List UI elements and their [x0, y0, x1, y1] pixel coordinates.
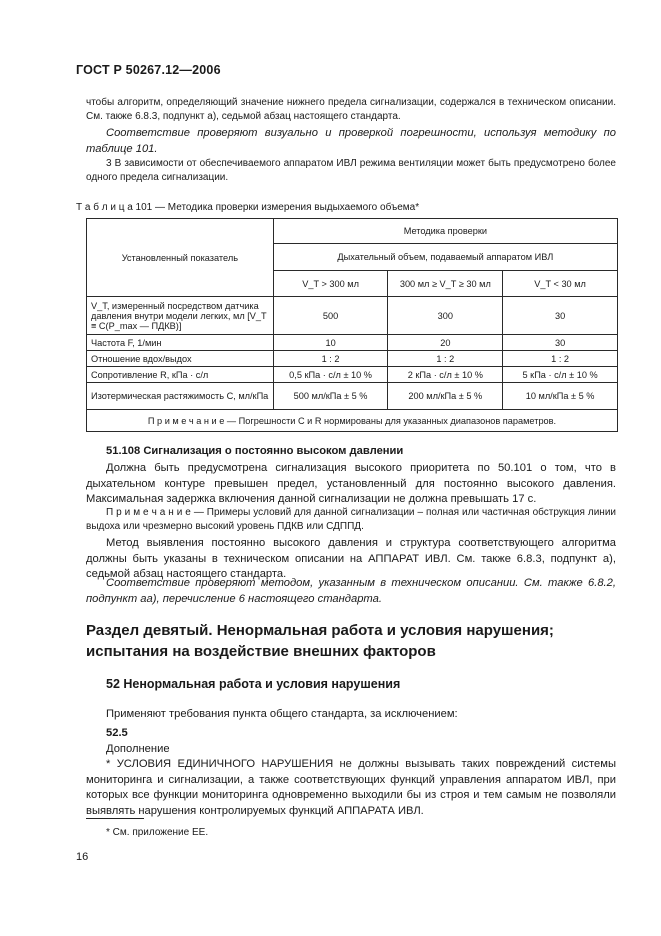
subsection-52-5: 52.5 — [106, 727, 128, 739]
row-label: Отношение вдох/выдох — [87, 351, 274, 367]
section-51-108-note: П р и м е ч а н и е — Примеры условий для данной сигнализации – полная или частичная обструкция линии выдоха или чрезмерно высокий уровень ПДКВ или СДППД. — [86, 507, 616, 532]
footnote-separator — [86, 818, 144, 819]
page-number: 16 — [76, 851, 89, 863]
row-value: 0,5 кПа · с/л ± 10 % — [273, 367, 388, 383]
row-value: 1 : 2 — [273, 351, 388, 367]
table-101 — [86, 218, 618, 432]
row-value: 500 мл/кПа ± 5 % — [273, 383, 388, 410]
addition-label: Дополнение — [106, 743, 170, 755]
header-volume: Дыхательный объем, подаваемый аппаратом ИВЛ — [273, 244, 617, 271]
section-52-5-paragraph: * УСЛОВИЯ ЕДИНИЧНОГО НАРУШЕНИЯ не должны вызывать таких повреждений системы мониторинга и сигнализации, а также соответствующих функций управления аппаратом ИВЛ, при которых все функции мониторинга одновременно выходили бы из строя и тем самым не позволяли выявлять нарушения контролируемых функций АППАРАТА ИВЛ. — [86, 758, 616, 817]
header-sub-3: V_T < 30 мл — [503, 271, 618, 297]
row-value: 30 — [503, 335, 618, 351]
table-row — [87, 383, 618, 410]
section-51-108-title: 51.108 Сигнализация о постоянно высоком давлении — [106, 445, 404, 457]
row-value: 500 — [273, 297, 388, 335]
row-value: 30 — [503, 297, 618, 335]
table-row — [87, 297, 618, 335]
paragraph-conformity: Соответствие проверяют визуально и проверкой погрешности, используя методику по таблице 101. — [86, 127, 616, 155]
row-label: Сопротивление R, кПа · с/л — [87, 367, 274, 383]
section-51-108-paragraph-3: Соответствие проверяют методом, указанным в техническом описании. См. также 6.8.2, подпункт аа), перечисление 6 настоящего стандарта. — [86, 577, 616, 605]
document-header: ГОСТ Р 50267.12—2006 — [76, 63, 221, 77]
row-value: 200 мл/кПа ± 5 % — [388, 383, 503, 410]
paragraph-continuation: чтобы алгоритм, определяющий значение нижнего предела сигнализации, содержался в техническом описании. См. также 6.8.3, подпункт а), седьмой абзац настоящего стандарта. — [86, 97, 616, 122]
section-52-paragraph: Применяют требования пункта общего стандарта, за исключением: — [106, 708, 458, 720]
row-value: 300 — [388, 297, 503, 335]
row-label: Изотермическая растяжимость C, мл/кПа — [87, 383, 274, 410]
row-value: 2 кПа · с/л ± 10 % — [388, 367, 503, 383]
footnote: * См. приложение ЕЕ. — [106, 827, 209, 838]
table-row — [87, 351, 618, 367]
row-label: Частота F, 1/мин — [87, 335, 274, 351]
table-row — [87, 367, 618, 383]
row-value: 1 : 2 — [388, 351, 503, 367]
section-52-title: 52 Ненормальная работа и условия нарушения — [106, 677, 401, 691]
row-value: 1 : 2 — [503, 351, 618, 367]
row-value: 5 кПа · с/л ± 10 % — [503, 367, 618, 383]
section-9-title: Раздел девятый. Ненормальная работа и условия нарушения; испытания на воздействие внешних факторов — [86, 622, 554, 660]
header-sub-2: 300 мл ≥ V_T ≥ 30 мл — [388, 271, 503, 297]
row-label: V_T, измеренный посредством датчика давления внутри модели легких, мл [V_T ≡ C(P_max — ПДКВ)] — [87, 297, 274, 335]
header-sub-1: V_T > 300 мл — [273, 271, 388, 297]
section-51-108-paragraph-2: Метод выявления постоянно высокого давления и структура соответствующего алгоритма должны быть указаны в техническом описании на АППАРАТ ИВЛ. См. также 6.8.3, подпункт а), седьмой абзац настоящего стандарта. — [86, 537, 616, 580]
row-value: 20 — [388, 335, 503, 351]
note-3: 3 В зависимости от обеспечиваемого аппаратом ИВЛ режима вентиляции может быть предусмотрено более одного предела сигнализации. — [86, 158, 616, 183]
section-51-108-paragraph: Должна быть предусмотрена сигнализация высокого приоритета по 50.101 о том, что в дыхательном контуре превышен предел, установленный для постоянно высокого давления. Максимальная задержка включения данной сигнализации не должна превышать 17 с. — [86, 462, 616, 505]
table-note: П р и м е ч а н и е — Погрешности C и R нормированы для указанных диапазонов параметров. — [87, 410, 618, 432]
header-indicator: Установленный показатель — [87, 219, 274, 297]
table-row — [87, 335, 618, 351]
table-caption: Т а б л и ц а 101 — Методика проверки измерения выдыхаемого объема* — [76, 202, 420, 213]
row-value: 10 мл/кПа ± 5 % — [503, 383, 618, 410]
header-method: Методика проверки — [273, 219, 617, 244]
row-value: 10 — [273, 335, 388, 351]
